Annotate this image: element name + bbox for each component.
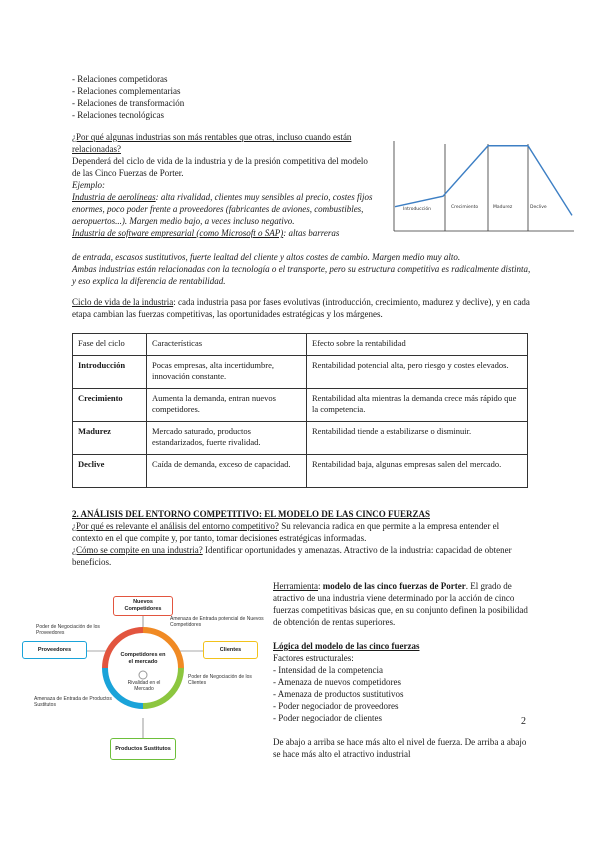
node-new-competitors: Nuevos Competidores [113,596,173,616]
factors-label: Factores estructurales: [273,653,354,663]
annotation-suppliers-power: Poder de Negociación de los Proveedores [36,624,100,636]
cycle-label: Ciclo de vida de la industria [72,297,174,307]
list-item: - Poder negociador de proveedores [273,700,533,712]
table-header: Fase del ciclo [73,334,147,356]
table-cell: Rentabilidad tiende a estabilizarse o disminuir. [307,422,528,455]
section2-q2 [72,544,532,568]
example-label: Ejemplo: [72,180,105,190]
table-cell: Pocas empresas, alta incertidumbre, innovación constante. [147,356,307,389]
node-suppliers: Proveedores [22,641,87,659]
table-header: Características [147,334,307,356]
table-cell: Aumenta la demanda, entran nuevos competidores. [147,389,307,422]
table-cell: Mercado saturado, productos estandarizados, fuerte rivalidad. [147,422,307,455]
node-substitutes: Productos Sustitutos [110,738,176,760]
table-cell-stage: Introducción [73,356,147,389]
section2-q2-answer: Identificar oportunidades y amenazas. Atractivo de la industria: capacidad de obtener beneficios. [72,545,512,567]
stage-label-introduction: Introducción [403,207,431,212]
page-number: 2 [521,716,526,727]
center-title: Competidores en el mercado [120,652,166,665]
table-cell: Rentabilidad potencial alta, pero riesgo y costes elevados. [307,356,528,389]
five-forces-diagram [20,588,265,788]
list-item: - Relaciones complementarias [72,85,372,97]
list-item: - Poder negociador de clientes [273,712,533,724]
annotation-new-entrants: Amenaza de Entrada potencial de Nuevos Competidores [170,616,264,628]
example-software-text: : altas barreras [283,228,340,238]
answer-text: Dependerá del ciclo de vida de la industria y de la presión competitiva del modelo de las Cinco Fuerzas de Porter. [72,156,368,178]
tool-text: . El grado de atractivo de una industria viene determinado por la acción de cinco fuerzas competitivas básicas que, en su conjunto definen la posibilidad de obtención de rentas superiores. [273,581,528,627]
table-cell-stage: Crecimiento [73,389,147,422]
section2-q1-question: ¿Por qué es relevante el análisis del entorno competitivo? [72,521,279,531]
table-row [73,389,528,422]
factors-list [273,664,533,724]
life-cycle-svg [393,140,575,232]
table-row [73,455,528,488]
stage-label-decline: Declive [530,205,547,210]
section2-q1-answer: Su relevancia radica en que permite a la empresa entender el contexto en el que compite y, por tanto, tomar decisiones estratégicas informadas. [72,521,500,543]
life-cycle-table [72,333,528,488]
annotation-substitutes: Amenaza de Entrada de Productos Sustitutos [34,696,112,708]
list-item: - Intensidad de la competencia [273,664,533,676]
table-cell-stage: Madurez [73,422,147,455]
example-airlines-text: : alta rivalidad, clientes muy sensibles al precio, costes fijos enormes, poco poder frente a proveedores (fabricantes de aviones, combustibles, aeropuertos...). Margen medio bajo, a veces incluso negativo. [72,192,373,226]
life-cycle-chart [393,140,575,232]
question-text: ¿Por qué algunas industrias son más rentables que otras, incluso cuando están relacionadas? [72,132,352,154]
porter-description [273,580,533,760]
relations-list [72,73,372,121]
section-heading: 2. ANÁLISIS DEL ENTORNO COMPETITIVO: EL MODELO DE LAS CINCO FUERZAS [72,509,430,519]
tool-title: modelo de las cinco fuerzas de Porter [322,581,466,591]
tool-label: Herramienta [273,581,318,591]
table-cell-stage: Declive [73,455,147,488]
cycle-paragraph [72,296,530,320]
example-airlines [72,191,377,227]
question-block [72,131,377,239]
list-item: - Relaciones competidoras [72,73,372,85]
section2-q2-question: ¿Cómo se compite en una industria? [72,545,203,555]
example-software-cont: de entrada, escasos sustitutivos, fuerte lealtad del cliente y altos costes de cambio. Margen medio muy alto. [72,252,461,262]
list-item: - Amenaza de nuevos competidores [273,676,533,688]
tool-paragraph: Herramienta: modelo de las cinco fuerzas de Porter. El grado de atractivo de una industria viene determinado por la acción de cinco fuerzas competitivas básicas que, en su conjunto definen la posibilidad de obtención de rentas superiores. [273,581,528,627]
stage-label-maturity: Madurez [493,205,513,210]
stage-label-growth: Crecimiento [451,205,479,210]
annotation-clients-power: Poder de Negociación de los Clientes [188,674,252,686]
closing-text: De abajo a arriba se hace más alto el nivel de fuerza. De arriba a abajo se hace más alto el atractivo industrial [273,737,527,759]
logic-title: Lógica del modelo de las cinco fuerzas [273,641,420,651]
cycle-text: : cada industria pasa por fases evolutivas (introducción, crecimiento, madurez y declive), y en cada etapa cambian las fuerzas competitivas, las oportunidades estratégicas y los márgenes. [72,297,530,319]
table-header-row [73,334,528,356]
list-item: - Relaciones de transformación [72,97,372,109]
table-cell: Caída de demanda, exceso de capacidad. [147,455,307,488]
table-row [73,356,528,389]
center-subtitle: Rivalidad en el Mercado [127,680,161,692]
table-header: Efecto sobre la rentabilidad [307,334,528,356]
node-clients: Clientes [203,641,258,659]
example-airlines-title: Industria de aerolíneas [72,192,156,202]
list-item: - Amenaza de productos sustitutivos [273,688,533,700]
section2-q1 [72,520,532,544]
table-cell: Rentabilidad baja, algunas empresas salen del mercado. [307,455,528,488]
list-item: - Relaciones tecnológicas [72,109,372,121]
example-software-title: Industria de software empresarial (como Microsoft o SAP) [72,228,284,238]
table-row [73,422,528,455]
conclusion-text: Ambas industrias están relacionadas con la tecnología o el transporte, pero su estructura competitiva es radicalmente distinta, y eso explica la diferencia de rentabilidad. [72,264,531,286]
example-software [72,227,377,239]
table-cell: Rentabilidad alta mientras la demanda crece más rápido que la competencia. [307,389,528,422]
